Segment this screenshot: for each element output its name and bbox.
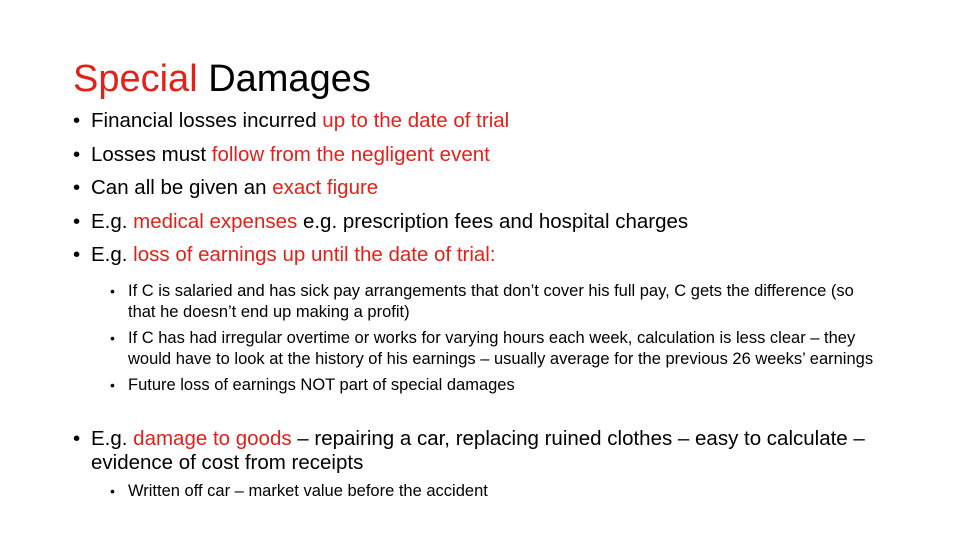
sub-bullet-item: • If C has had irregular overtime or works for varying hours each week, calculation is less clear – they would have to look at the history of his earnings – usually average for the previous 26 weeks’ earnings [110,328,880,370]
sub-bullet-item: • If C is salaried and has sick pay arrangements that don’t cover his full pay, C gets the difference (so that he doesn’t end up making a profit) [110,281,880,323]
bullet-item [73,210,893,234]
bullet-highlight: loss of earnings up until the date of trial: [133,243,496,266]
goods-sub-bullet-list [110,481,880,507]
bullet-item [73,109,893,133]
bullet-item [73,176,893,200]
bullet-highlight: follow from the negligent event [211,142,490,166]
earnings-sub-bullet-list [110,281,880,401]
bullet-text: Financial losses incurred [91,109,323,132]
bullet-highlight: exact figure [272,176,379,199]
bullet-item [73,243,893,267]
slide-title [73,56,371,102]
bullet-text: Losses must [91,142,212,166]
bullet-text: Can all be given an [91,176,273,199]
bullet-highlight: damage to goods [133,427,292,450]
bullet-item [73,427,873,475]
bullet-text: E.g. [91,209,134,233]
sub-bullet-item: • Written off car – market value before the accident [110,481,880,502]
bullet-highlight: up to the date of trial [322,109,510,132]
bullet-item [73,143,893,167]
bullet-text-tail: e.g. prescription fees and hospital charges [297,209,689,233]
bullet-highlight: medical expenses [133,209,298,233]
title-rest: Damages [197,58,371,100]
bullet-text: E.g. [91,243,134,266]
bullet-text: E.g. [91,427,134,450]
bullet-text-tail: – repairing a car, replacing ruined clothes – easy to calculate – evidence of cost from receipts [91,427,865,474]
sub-bullet-item: • Future loss of earnings NOT part of special damages [110,375,880,396]
goods-bullet-list [73,427,873,485]
title-highlight: Special [73,58,198,100]
main-bullet-list [73,109,893,277]
